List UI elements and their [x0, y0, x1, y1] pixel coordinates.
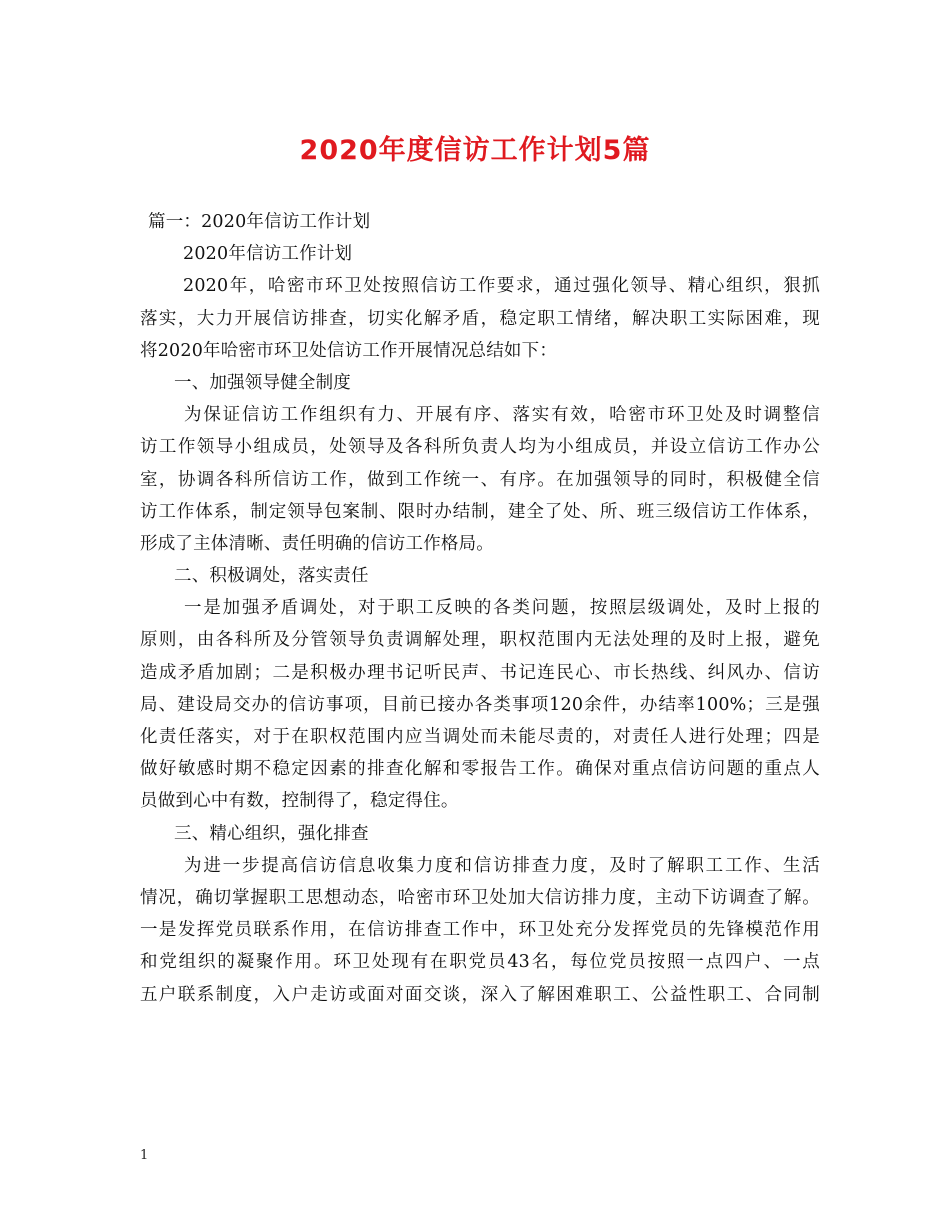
text-line: 形成了主体清晰、责任明确的信访工作格局。: [140, 533, 494, 554]
text-line: 造成矛盾加剧；二是积极办理书记听民声、书记连民心、市长热线、纠风办、信访: [140, 662, 820, 683]
text-line: 员做到心中有数，控制得了，稳定得住。: [140, 791, 459, 812]
document-body: [140, 206, 820, 1011]
text-line: 五户联系制度，入户走访或面对面交谈，深入了解困难职工、公益性职工、合同制: [140, 984, 820, 1005]
text-line: 三、精心组织，强化排查: [174, 823, 369, 844]
text-line: 室，协调各科所信访工作，做到工作统一、有序。在加强领导的同时，积极健全信: [140, 469, 820, 490]
page-number: 1: [140, 1148, 149, 1163]
text-line: 化责任落实，对于在职权范围内应当调处而未能尽责的，对责任人进行处理；四是: [140, 727, 820, 747]
text-line: 局、建设局交办的信访事项，目前已接办各类事项120余件，办结率100%；三是强: [140, 694, 820, 715]
text-line: 2020年信访工作计划: [183, 244, 353, 265]
text-line: 一是加强矛盾调处，对于职工反映的各类问题，按照层级调处，及时上报的: [184, 598, 820, 619]
text-line: 原则，由各科所及分管领导负责调解处理，职权范围内无法处理的及时上报，避免: [140, 630, 820, 651]
text-line: 一、加强领导健全制度: [174, 372, 351, 393]
text-line: 访工作体系，制定领导包案制、限时办结制，建全了处、所、班三级信访工作体系，: [140, 501, 820, 522]
text-line: 将2020年哈密市环卫处信访工作开展情况总结如下：: [140, 340, 558, 361]
text-line: 二、积极调处，落实责任: [174, 566, 369, 587]
text-line: 2020年，哈密市环卫处按照信访工作要求，通过强化领导、精心组织，狠抓: [183, 276, 820, 297]
text-line: 篇一：2020年信访工作计划: [148, 212, 371, 232]
text-line: 落实，大力开展信访排查，切实化解矛盾，稳定职工情绪，解决职工实际困难，现: [140, 308, 820, 329]
text-line: 为保证信访工作组织有力、开展有序、落实有效，哈密市环卫处及时调整信: [184, 405, 820, 426]
text-line: 访工作领导小组成员，处领导及各科所负责人均为小组成员，并设立信访工作办公: [140, 437, 820, 458]
text-line: 做好敏感时期不稳定因素的排查化解和零报告工作。确保对重点信访问题的重点人: [140, 759, 820, 780]
text-line: 一是发挥党员联系作用，在信访排查工作中，环卫处充分发挥党员的先锋模范作用: [140, 920, 820, 941]
text-line: 为进一步提高信访信息收集力度和信访排查力度，及时了解职工工作、生活: [184, 855, 820, 876]
document-title: 2020年度信访工作计划5篇: [299, 135, 651, 166]
text-line: 情况，确切掌握职工思想动态，哈密市环卫处加大信访排力度，主动下访调查了解。: [140, 887, 820, 908]
text-line: 和党组织的凝聚作用。环卫处现有在职党员43名，每位党员按照一点四户、一点: [140, 952, 820, 973]
